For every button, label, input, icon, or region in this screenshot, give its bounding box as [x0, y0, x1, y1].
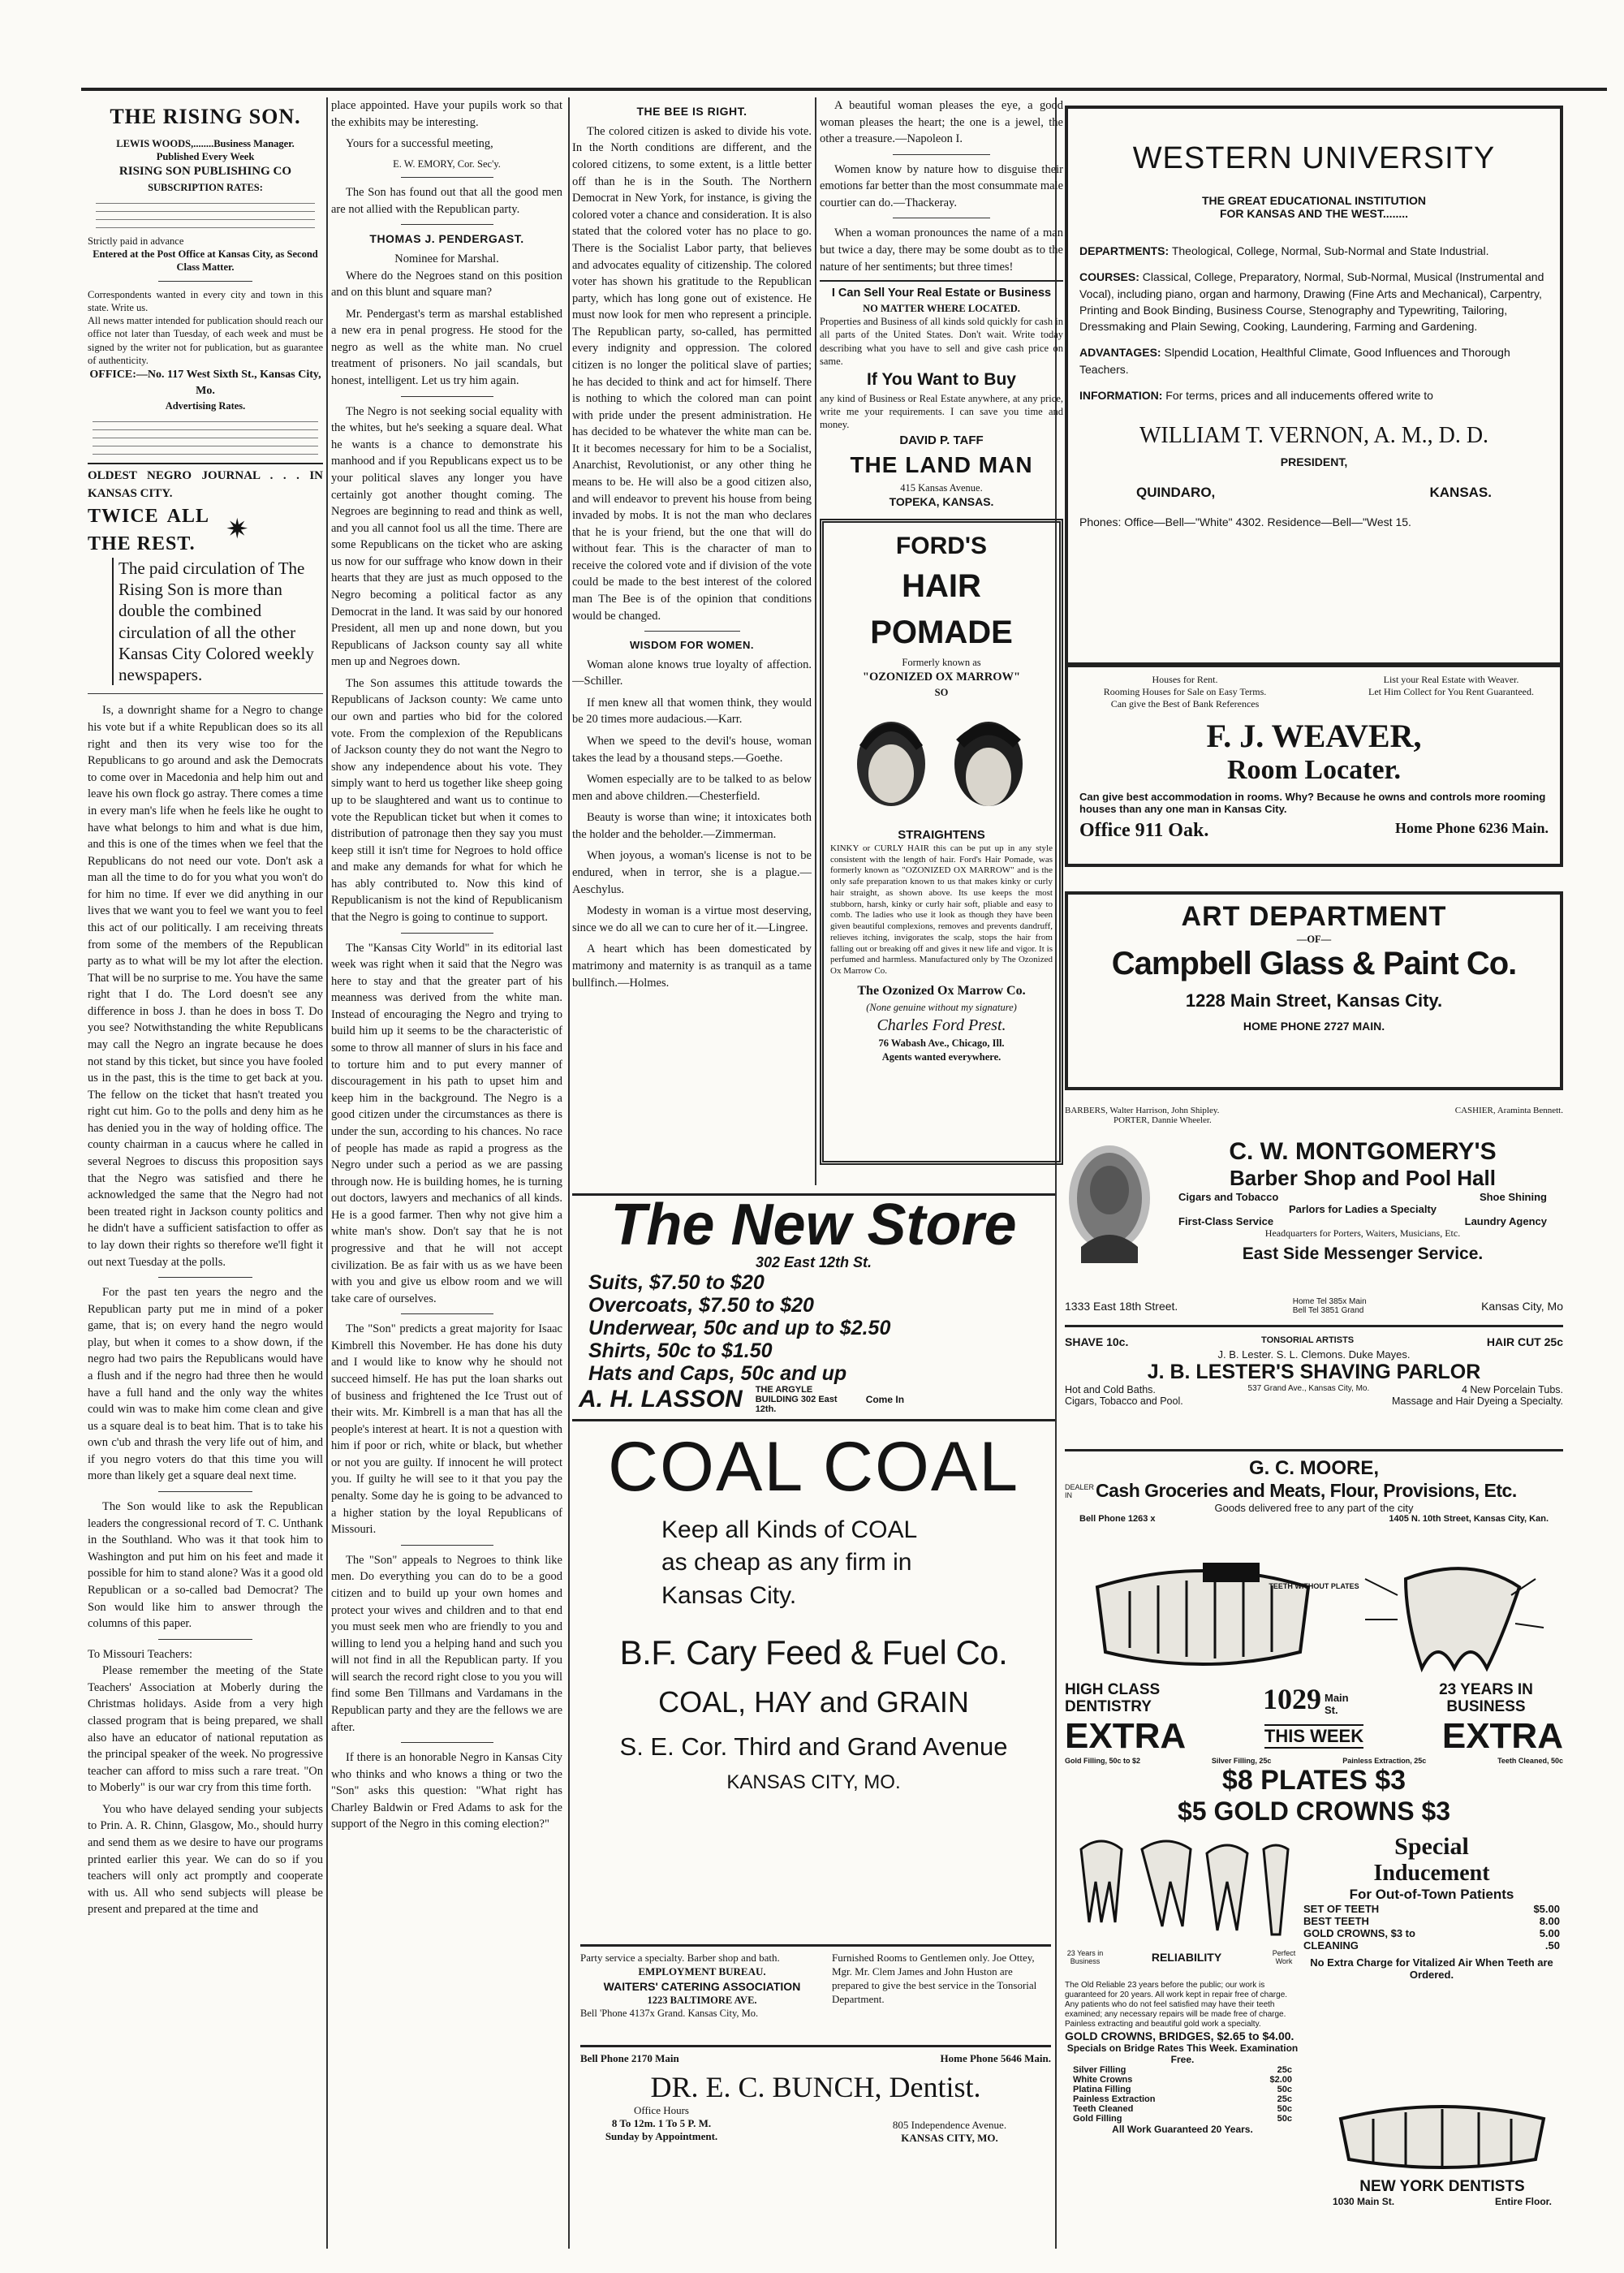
come-in: Come In: [865, 1394, 905, 1405]
moore-goods: Goods delivered free to any part of the city: [1214, 1502, 1414, 1514]
none-genuine: (None genuine without my signature): [866, 1001, 1017, 1013]
kansas: KANSAS.: [1429, 485, 1492, 501]
employment-bureau: EMPLOYMENT BUREAU.: [638, 1965, 766, 1978]
teeth-label: TEETH WITHOUT PLATES: [1269, 1582, 1359, 1590]
waiters-address: 1223 BALTIMORE AVE.: [647, 1994, 757, 2006]
oldest-journal: OLDEST NEGRO JOURNAL . . . IN KANSAS CITY.: [88, 463, 323, 502]
montgomery-parlors: Parlors for Ladies a Specialty: [1288, 1203, 1437, 1215]
montgomery-first: First-Class Service: [1178, 1215, 1274, 1227]
old-reliable-text: The Old Reliable 23 years before the public; our work is guaranteed for 20 years. All work kept in repair free of charge. Any patients who do not feel satisfied may have their teeth examined; any necessary repairs will be made free of charge. Painless extracting and beautiful gold work a specialty.: [1065, 1980, 1288, 2029]
argyle-building: THE ARGYLE BUILDING 302 East 12th.: [755, 1385, 838, 1414]
entered-notice: Entered at the Post Office at Kansas City, as Second Class Matter.: [93, 248, 318, 274]
signature: Charles Ford Prest.: [877, 1016, 1006, 1034]
years-in-business: 23 YEARS IN BUSINESS: [1439, 1681, 1533, 1716]
top-rule: [81, 88, 1607, 91]
lester-title: J. B. LESTER'S SHAVING PARLOR: [1147, 1361, 1481, 1383]
agents-wanted: Agents wanted everywhere.: [881, 1050, 1002, 1063]
wisdom-quote: Modesty in woman is a virtue most deserving, since we do all we can to cure her of it.—Lingree.: [572, 904, 812, 934]
circulation-claim: The paid circulation of The Rising Son is more than double the combined circulation of all the other Kansas City Colored weekly newspapers.: [112, 558, 323, 686]
column-rule: [326, 97, 328, 2249]
waiters-party: Party service a specialty. Barber shop and bath.: [580, 1952, 780, 1964]
col2-paragraph: place appointed. Have your pupils work so that the exhibits may be interesting.: [331, 99, 562, 129]
buy-heading: If You Want to Buy: [867, 370, 1016, 390]
wisdom-quote: Women especially are to be talked to as below men and above children.—Chesterfield.: [572, 773, 812, 803]
star-icon: ✷: [226, 514, 249, 545]
gold-filling: Gold Filling, 50c to $2: [1065, 1757, 1141, 1765]
bunch-address: 805 Independence Avenue.: [892, 2119, 1007, 2131]
column-1: [88, 97, 323, 2249]
advantages-text: Slpendid Location, Healthful Climate, Good Influences and Thorough Teachers.: [1079, 346, 1510, 376]
painless-extraction: Painless Extraction, 25c: [1342, 1757, 1427, 1765]
list-row: Gold Filling 50c: [1073, 2113, 1292, 2124]
montgomery-cigars: Cigars and Tobacco: [1178, 1191, 1279, 1203]
dentist-main: Main St.: [1325, 1692, 1349, 1716]
advantages-label: ADVANTAGES:: [1079, 346, 1161, 360]
waiters-ad: [580, 1944, 1051, 2047]
president-name: WILLIAM T. VERNON, A. M., D. D.: [1139, 423, 1489, 449]
plates-illustration: [1325, 2094, 1560, 2176]
haircut-price: HAIR CUT 25c: [1486, 1335, 1563, 1348]
art-department-ad: [1065, 891, 1563, 1090]
lasson-name: A. H. LASSON: [579, 1386, 743, 1413]
extra-right: EXTRA: [1441, 1716, 1563, 1756]
weaver-office: Office 911 Oak.: [1079, 820, 1209, 841]
wisdom-quote: When joyous, a woman's license is not to be endured, when in terror, she is a plague.—Aeschylus.: [572, 849, 812, 896]
montgomery-tel1: Home Tel 385x Main: [1292, 1297, 1367, 1306]
wisdom-quote: When we speed to the devil's house, woman takes the lead by a thousand steps.—Goethe.: [572, 734, 812, 765]
coal-title: COAL COAL: [607, 1428, 1020, 1506]
company-name: The Ozonized Ox Marrow Co.: [857, 983, 1026, 998]
separator: [401, 177, 493, 178]
art-title: ART DEPARTMENT: [1181, 901, 1447, 932]
separator: [158, 1277, 252, 1278]
col2-paragraph: The Son assumes this attitude towards the Republicans of Jackson county: We came unto our own and parties who bid for the colored vote. From the complexion of the Republicans of Jackson county they do not want the Negro to show any independence about his vote. They simply want to herd us together like sheep going up to be slaughtered and want us to continue to vote the Republican ticket but when it comes to distribution of patronage then they say you must keep still it isn't time for Negroes to hold office and make any demands for what for which he has ably contributed to. Now this kind of Republicanism is not the kind of Republicanism that the Negro is going to continue to support.: [331, 676, 562, 924]
pendergast-subheading: Nominee for Marshal.: [394, 252, 499, 266]
bunch-name: DR. E. C. BUNCH, Dentist.: [650, 2071, 981, 2103]
weaver-desc: Can give best accommodation in rooms. Why? Because he owns and controls more rooming houses than any one man in Kansas City.: [1079, 791, 1546, 815]
separator: [401, 1545, 493, 1546]
separator: [158, 1491, 252, 1492]
guarantee: All Work Guaranteed 20 Years.: [1112, 2123, 1253, 2135]
new-store-address: 302 East 12th St.: [755, 1254, 872, 1270]
col1-paragraph: The Son would like to ask the Republican leaders the congressional record of T. C. Unthank in the Southland. Who was it that took him to Washington and put him on his feet and made it possible for him to stand alone? Was it a good old Republican or a so-called bad Democrat? The Son would like him to answer through the columns of this paper.: [88, 1500, 323, 1631]
price-row: GOLD CROWNS, $3 to 5.00: [1303, 1926, 1560, 1939]
office-hours-label: Office Hours: [634, 2104, 689, 2116]
new-store-line: Underwear, 50c and up to $2.50: [588, 1317, 891, 1339]
new-store-line: Shirts, 50c to $1.50: [588, 1339, 773, 1362]
column-rule: [815, 97, 816, 1185]
teeth-illustration: [1065, 1555, 1563, 1676]
lester-address: 537 Grand Ave., Kansas City, Mo.: [1247, 1384, 1370, 1393]
separator: [401, 1742, 493, 1743]
col1-paragraph: Please remember the meeting of the State Teachers' Association at Moberly during the Christmas holidays. Aside from a very high classed program that is being prepared, we shall also have an educator of national reputation as the principal speaker of the week. No progressive teacher can afford to miss such a rare treat. "On to Moberly" is our war cry from this time forth.: [88, 1664, 323, 1795]
published-weekly: Published Every Week: [156, 151, 255, 163]
campbell-company: Campbell Glass & Paint Co.: [1111, 946, 1517, 982]
lester-tubs: 4 New Porcelain Tubs.: [1461, 1384, 1563, 1395]
new-york-dentists: NEW YORK DENTISTS: [1359, 2178, 1525, 2195]
university-title: WESTERN UNIVERSITY: [1132, 141, 1496, 175]
land-ad: [820, 280, 1063, 511]
new-store-line: Overcoats, $7.50 to $20: [588, 1294, 814, 1317]
art-of: —OF—: [1296, 934, 1332, 945]
news-notice: All news matter intended for publication should reach our office not later than Tuesday, of each week and must be signed by the writer not for publication, but as guarantee of authenticity.: [88, 315, 323, 366]
masthead-title: THE RISING SON.: [110, 105, 301, 128]
weaver-collect: Let Him Collect for You Rent Guaranteed.: [1368, 686, 1534, 697]
subscription-rate-lines: [96, 196, 315, 233]
lester-ad: [1065, 1335, 1563, 1451]
dentist-ad: [1065, 1555, 1563, 2249]
bridge-specials: Specials on Bridge Rates This Week. Examination Free.: [1066, 2042, 1299, 2065]
montgomery-ad: [1065, 1106, 1563, 1327]
list-row: Platina Filling 50c: [1073, 2084, 1292, 2094]
montgomery-shop: Barber Shop and Pool Hall: [1230, 1166, 1496, 1190]
moore-name: G. C. MOORE,: [1248, 1457, 1379, 1479]
woman-quote: When a woman pronounces the name of a man but twice a day, there may be some doubt as to the nature of her sentiments; but three times!: [820, 226, 1063, 274]
price-row: CLEANING .50: [1303, 1939, 1560, 1952]
departments-text: Theological, College, Normal, Sub-Normal and State Industrial.: [1171, 244, 1489, 257]
advertising-rates-heading: Advertising Rates.: [165, 399, 246, 412]
office-hours: 8 To 12m. 1 To 5 P. M.: [611, 2117, 712, 2129]
signoff-name: E. W. EMORY, Cor. Sec'y.: [393, 157, 501, 170]
moore-title: Cash Groceries and Meats, Flour, Provisions, Etc.: [1096, 1480, 1517, 1501]
sunday-appointment: Sunday by Appointment.: [605, 2130, 718, 2142]
lester-baths: Hot and Cold Baths.: [1065, 1384, 1156, 1395]
taff-city: TOPEKA, KANSAS.: [889, 494, 994, 508]
weaver-phone: Home Phone 6236 Main.: [1395, 820, 1549, 836]
list-row: Teeth Cleaned 50c: [1073, 2103, 1292, 2114]
correspondents-notice: Correspondents wanted in every city and town in this state. Write us.: [88, 288, 323, 313]
strict-notice: Strictly paid in advance: [88, 235, 184, 247]
weaver-rooming: Rooming Houses for Sale on Easy Terms.: [1103, 686, 1267, 697]
land-subheading: NO MATTER WHERE LOCATED.: [863, 302, 1020, 314]
waiters-rooms: Furnished Rooms to Gentlemen only. Joe Ottey, Mgr. Mr. Clem James and John Huston are prepared to give the best service in the Tonsorial Department.: [832, 1952, 1037, 2005]
courses-text: Classical, College, Preparatory, Normal, Sub-Normal, Musical (Instrumental and Vocal), including piano, organ and harmony, Drawing (Fine Arts and Mechanical), Carpentry, Printing and Book Binding, Business Course, Stenography and Typewriting, Tailoring, Dressmaking and Plain Sewing, Cooking, Laundering, Farming and Gardening.: [1079, 270, 1544, 334]
price-row: BEST TEETH 8.00: [1303, 1914, 1560, 1927]
waiters-phone: Bell 'Phone 4137x Grand. Kansas City, Mo.: [580, 2008, 759, 2020]
separator: [893, 154, 990, 155]
teachers-heading: To Missouri Teachers:: [88, 1647, 192, 1661]
quindaro: QUINDARO,: [1136, 485, 1216, 501]
courses-label: COURSES:: [1079, 270, 1139, 284]
land-text: Properties and Business of all kinds sold quickly for cash in all parts of the United States. Don't wait. Write today describing what you have to sell and give cash price on same.: [820, 316, 1063, 367]
col1-paragraph: Is, a downright shame for a Negro to change his vote but if a white Republican does so its all right and then its very wise too for the Republicans to go around and ask the Democrats to come over in Macedonia and help him out and leave his own flock go astray. There comes a time in every man's life when he feels like he ought to have what belongs to him and what is due him, and this is one of the times when we feel that the Republicans do not need our vote. Don't ask a man all the time to do for you what you won't do for him no time. If ever we did anything in our lives that we want you to feel we want you to feel this act of our politically. I am receiving threats from some of the members of the Republican party as to what will be my lot after the election. That will be no surprise to me. You have the same right that I do. The Lord doesn't see any difference in boss J. than he does in boss T. Do you see? Notwithstanding the white Republicans may call the Negro an ingrate because he does not stand by this ticket, but since you have fooled us in the past, this is the time to get back at you. The fellow on the ticket that hasn't treated you right cut him. Go to the polls and deny him as he has denied you in the way of holding office. The county chairman in a caucus where he called in several Negroes to discuss this proposition says that the Negro was satisfied and there he acknowledged the same that the Negro had not been treated right in Jackson county politics and he didn't have a sufficient satisfaction to offer as to lay down their rights so therefore we'll fight it out next Tuesday at the polls.: [88, 704, 323, 1269]
art-address: 1228 Main Street, Kansas City.: [1185, 990, 1443, 1011]
col2-paragraph: The "Son" appeals to Negroes to think like men. Do everything you can do to be a good citizen and to build up your own homes and protect your wives and children and to that end you must seek men who are friendly to you and willing to lend you a helping hand and such you will not find in all the Republican party. If you will search the record right close to you you will find some Ben Tillmans and Vardamans in the Republican party and they are the fellows we are after.: [331, 1553, 562, 1734]
land-heading: I Can Sell Your Real Estate or Business: [831, 287, 1052, 300]
bunch-bell-phone: Bell Phone 2170 Main: [580, 2052, 679, 2064]
crowns-price: $5 GOLD CROWNS $3: [1177, 1796, 1451, 1827]
wisdom-heading: WISDOM FOR WOMEN.: [630, 639, 754, 652]
weaver-ad: [1065, 664, 1563, 867]
col1-paragraph: You who have delayed sending your subjects to Prin. A. R. Chinn, Glasgow, Mo., should hurry and send them as we desire to have our programs printed earlier this year. We can do so if you teachers will only act promptly and cooperate with us. All who send subjects will please be present and prepared at the time and: [88, 1802, 323, 1917]
wisdom-quote: Beauty is worse than wine; it intoxicates both the holder and the beholder.—Zimmerman.: [572, 811, 812, 841]
president-title: PRESIDENT,: [1280, 455, 1348, 469]
inducement-heading: Inducement: [1373, 1860, 1490, 1886]
departments-label: DEPARTMENTS:: [1079, 244, 1170, 257]
new-store-title: The New Store: [610, 1193, 1017, 1257]
pomade-text: KINKY or CURLY HAIR this can be put up in any style consistent with the length of hair. Ford's Hair Pomade, was formerly known as "OZONIZED OX MARROW" and is the only safe preparation known to us that makes kinky or curly hair straight, as shown above. Its use keeps the most stubborn, harsh, kinky or curly hair soft, pliable and easy to comb. The ladies who use it look as though they have been given beautiful complexions, removes and prevents dandruff, relieves itching, invigorates the scalp, stops the hair from falling out or breaking off and gives it new life and vigor. It is perfumed and harmless. Manufactured only by The Ozonized Ox Marrow Co.: [830, 843, 1053, 977]
tonsorial-artists: TONSORIAL ARTISTS: [1261, 1335, 1355, 1345]
waiters-name: WAITERS' CATERING ASSOCIATION: [603, 1979, 801, 1993]
advertising-rate-lines: [93, 414, 318, 461]
signoff: Yours for a successful meeting,: [346, 137, 493, 151]
montgomery-hq: Headquarters for Porters, Waiters, Musicians, Etc.: [1264, 1227, 1461, 1239]
col2-paragraph: The "Son" predicts a great majority for Isaac Kimbrell this November. He has done his duty and I would like to know why he should not succeed himself. He has put the loan sharks out of business and frightened the Ice Trust out of their wits. Mr. Kimbrell is a man that has all the people's interest at heart. It is not a question with him if poor or rich, white or black, but whether or not you are guilty. If innocent he will protect you. If guilty he will see to it that you pay the penalty. Some day he is going to be advanced to a higher station by the loyal Republicans of Missouri.: [331, 1322, 562, 1537]
wisdom-quote: Woman alone knows true loyalty of affection.—Schiller.: [572, 658, 812, 688]
new-store-line: Hats and Caps, 50c and up: [588, 1362, 847, 1385]
column-rule: [568, 97, 570, 2249]
pomade-ad: [820, 519, 1063, 1165]
column-4: [820, 97, 1063, 1185]
list-row: White Crowns $2.00: [1073, 2074, 1292, 2085]
university-sub2: FOR KANSAS AND THE WEST........: [1219, 207, 1409, 220]
information-label: INFORMATION:: [1079, 389, 1163, 403]
coal-city: KANSAS CITY, MO.: [726, 1771, 901, 1794]
hair-portraits-illustration: [830, 699, 1049, 821]
plates-price: $8 PLATES $3: [1221, 1765, 1406, 1796]
col3-paragraph: The colored citizen is asked to divide his vote. In the North conditions are different, and the colored citizens, to some extent, is a little better off than he is in the South. The Northern Democrat in New York, for instance, is giving the colored voter a chance and consideration. It is also stated that the colored voter has no place to go. There is the Socialist Labor party, that believes and advocates equality of citizenship. The colored voter has shown his gratitude to the Republican party, which has long gone out of existence. He must now look for men who represent a principle. The Republican party, so-called, has permitted every indignity and oppression. The colored citizen is no longer the political slave of parties; he has decided to think and act for himself. There is nothing to which the colored man can point with pride under the present administration. He has decided to be whatever the white man can be. It it becomes necessary for him to be a Socialist, Anarchist, Revolutionist, or any other thing he means to be. He will also be a good citizen also, and will endeavor to prevent his house from being invaded by mobs. It is not the man who declares that he is your friend, but the one that will do without fear. This is the character of man to receive the colored vote and if division of the vote could be made to the best interest of the colored man The Bee is of the opinion that conditions would be changed.: [572, 124, 812, 623]
taff-name: DAVID P. TAFF: [899, 433, 984, 447]
montgomery-shine: Shoe Shining: [1479, 1191, 1547, 1203]
special-heading: Special: [1394, 1832, 1469, 1860]
weaver-houses: Houses for Rent.: [1152, 674, 1218, 685]
coal-ad: [572, 1429, 1055, 1932]
wisdom-quote: A heart which has been domesticated by matrimony and maternity is as tranquil as a tame bullfinch.—Holmes.: [572, 942, 812, 990]
montgomery-name: C. W. MONTGOMERY'S: [1229, 1138, 1497, 1165]
moore-ad: [1065, 1457, 1563, 1551]
montgomery-address: 1333 East 18th Street.: [1065, 1300, 1178, 1313]
moore-dealer: DEALER IN: [1065, 1482, 1095, 1499]
col2-paragraph: The Son has found out that all the good men are not allied with the Republican party.: [331, 185, 562, 216]
price-row: SET OF TEETH $5.00: [1303, 1902, 1560, 1915]
so-label: SO: [934, 686, 949, 698]
lester-cigars: Cigars, Tobacco and Pool.: [1065, 1395, 1183, 1407]
wisdom-quote: If men knew all that women think, they would be 20 times more audacious.—Karr.: [572, 696, 812, 727]
col1-paragraph: For the past ten years the negro and the Republican party put me in mind of a poker game, that is; on every hand the negro would play, but when it comes to a show down, if the negro had two pairs the Republicans would have a flush and if the negro had three then he would have a full hand and the only way the whites could win was to make him come clean and give us a square deal is to beat him. That is to take his own c'ub and thrash the very life out of him, and if you negro voters do that this time you will more than likely get a square deal next time.: [88, 1286, 323, 1483]
straightens-label: STRAIGHTENS: [898, 827, 985, 842]
weaver-name: F. J. WEAVER,: [1206, 718, 1422, 754]
western-university-ad: [1065, 106, 1563, 666]
new-store-ad: [572, 1193, 1055, 1421]
tooth-roots-illustration: [1065, 1833, 1300, 1947]
montgomery-laundry: Laundry Agency: [1464, 1215, 1547, 1227]
bunch-ad: [580, 2052, 1051, 2166]
rel-left: 23 Years in Business: [1066, 1948, 1104, 1965]
separator: [401, 224, 493, 225]
reliability: RELIABILITY: [1151, 1950, 1222, 1964]
silver-filling: Silver Filling, 25c: [1211, 1757, 1272, 1765]
business-manager: LEWIS WOODS,........Business Manager.: [116, 137, 295, 149]
formerly-label: Formerly known as: [902, 656, 981, 668]
portrait-photo: [1065, 1141, 1154, 1279]
new-store-line: Suits, $7.50 to $20: [588, 1271, 765, 1294]
cary-company: B.F. Cary Feed & Fuel Co.: [619, 1633, 1008, 1672]
montgomery-city: Kansas City, Mo: [1481, 1300, 1563, 1313]
office-address: OFFICE:—No. 117 West Sixth St., Kansas City, Mo.: [89, 369, 321, 398]
crowns-bridges: GOLD CROWNS, BRIDGES, $2.65 to $4.00.: [1065, 2029, 1294, 2042]
coal-address: S. E. Cor. Third and Grand Avenue: [619, 1732, 1008, 1762]
bunch-city: KANSAS CITY, MO.: [901, 2132, 998, 2144]
col2-paragraph: If there is an honorable Negro in Kansas City who thinks and who knows a thing or two the "Son" asks this question: "What right has Charley Baldwin or Fred Adams to ask for the support of the Negro in this coming election?": [331, 1751, 562, 1831]
bunch-home-phone: Home Phone 5646 Main.: [940, 2052, 1051, 2064]
no-extra-charge: No Extra Charge for Vitalized Air When Teeth are Ordered.: [1310, 1956, 1553, 1981]
dentist-number: 1029: [1263, 1683, 1321, 1715]
col2-paragraph: Where do the Negroes stand on this position and on this blunt and square man?: [331, 269, 562, 300]
taff-address: 415 Kansas Avenue.: [900, 481, 983, 494]
high-class-dentistry: HIGH CLASS DENTISTRY: [1065, 1681, 1161, 1716]
separator: [88, 693, 323, 694]
twice-all-the-rest: TWICE ALL THE REST.: [88, 505, 209, 554]
montgomery-barbers: BARBERS, Walter Harrison, John Shipley.: [1065, 1106, 1220, 1115]
coal-line: as cheap as any firm in: [661, 1549, 912, 1576]
coal-products: COAL, HAY and GRAIN: [658, 1685, 969, 1719]
teeth-cleaned: Teeth Cleaned, 50c: [1497, 1757, 1563, 1765]
art-phone: HOME PHONE 2727 MAIN.: [1243, 1020, 1385, 1033]
entire-floor: Entire Floor.: [1494, 2196, 1552, 2207]
bee-heading: THE BEE IS RIGHT.: [636, 105, 747, 118]
montgomery-tel2: Bell Tel 3851 Grand: [1292, 1306, 1364, 1315]
publisher: RISING SON PUBLISHING CO: [118, 165, 292, 179]
subscription-rates-heading: SUBSCRIPTION RATES:: [148, 181, 263, 193]
woman-quote: A beautiful woman pleases the eye, a good woman pleases the heart; the one is a jewel, the other a treasure.—Napoleon I.: [820, 99, 1063, 146]
fords-label: FORD'S: [895, 532, 988, 559]
montgomery-cashier: CASHIER, Araminta Bennett.: [1454, 1106, 1563, 1115]
information-text: For terms, prices and all inducements offered write to: [1165, 389, 1433, 403]
perfect-work: Perfect Work: [1272, 1948, 1296, 1965]
separator: [401, 933, 493, 934]
col2-paragraph: Mr. Pendergast's term as marshal established a new era in penal progress. He stood for the negro as well as the white man. No cruel treatment of prisoners. No jail scandals, but honest, intelligent. Let us try him again.: [331, 307, 562, 388]
for-out-of-town: For Out-of-Town Patients: [1349, 1886, 1514, 1902]
ny-address: 1030 Main St.: [1333, 2196, 1395, 2207]
weaver-title: Room Locater.: [1226, 755, 1402, 785]
extra-left: EXTRA: [1065, 1716, 1187, 1756]
messenger-service: East Side Messenger Service.: [1242, 1244, 1484, 1263]
weaver-references: Can give the Best of Bank References: [1110, 698, 1260, 710]
column-2: [331, 97, 562, 2249]
woman-quote: Women know by nature how to disguise their emotions far better than the most consummate male courtier can do.—Thackeray.: [820, 162, 1063, 209]
separator: [158, 1639, 252, 1640]
separator: [401, 1313, 493, 1314]
separator: [158, 281, 252, 282]
list-row: Silver Filling 25c: [1073, 2064, 1292, 2075]
this-week: THIS WEEK: [1264, 1724, 1363, 1749]
lester-names: J. B. Lester. S. L. Clemons. Duke Mayes.: [1217, 1348, 1411, 1361]
column-3: [572, 97, 812, 1185]
separator: [644, 631, 740, 632]
university-sub1: THE GREAT EDUCATIONAL INSTITUTION: [1201, 194, 1427, 207]
col2-paragraph: The "Kansas City World" in its editorial last week was right when it said that the Negro was here to stay and that the greater part of his meanness was derived from the white man. Instead of encouraging the Negro and trying to build him up it seems to be the characteristic of some to throw all manner of slurs in his face and to torture him and to put every manner of discouragement in his path to upset him and keep him in the background. The Negro is a good citizen under the circumstances as there is under the sun, according to his chances. No race of people has made as rapid a progress as the Negro under such a period as we are passing through now. He is building homes, he is turning out doctors, lawyers and mechanics of all kinds. He is a good farmer. Then why not give him a white man's show. Don't say that he is not progressive and that he will not accept civilization. Be as fair with us as we have been with you and give us elbow room and we will take care of ourselves.: [331, 941, 562, 1305]
buy-text: any kind of Business or Real Estate anywhere, at any price, write me your requirements. I can save you time and money.: [820, 392, 1063, 431]
university-phones: Phones: Office—Bell—"White" 4302. Residence—Bell—"West 15.: [1079, 515, 1411, 529]
moore-address: 1405 N. 10th Street, Kansas City, Kan.: [1389, 1514, 1549, 1524]
montgomery-porter: PORTER, Dannie Wheeler.: [1114, 1115, 1212, 1125]
moore-phone: Bell Phone 1263 x: [1079, 1514, 1156, 1524]
pomade-title: HAIR POMADE: [870, 568, 1013, 651]
ozonized-label: "OZONIZED OX MARROW": [862, 671, 1021, 684]
shave-price: SHAVE 10c.: [1065, 1335, 1129, 1348]
coal-line: Keep all Kinds of COAL: [661, 1516, 918, 1543]
list-row: Painless Extraction 25c: [1073, 2094, 1292, 2104]
weaver-list: List your Real Estate with Weaver.: [1383, 674, 1519, 685]
coal-line: Kansas City.: [661, 1581, 797, 1609]
separator: [401, 396, 493, 397]
col2-paragraph: The Negro is not seeking social equality with the whites, but he's seeking a square deal. What he wants is a chance to demonstrate his manhood and if you Republicans expect us to be your political slaves any longer you have certainly got another thought coming. The Negroes are beginning to read and think as well, and you all cannot fool us all the time. There are some Republicans on the ticket who are asking us now for our suffrage who know down in their hearts that they are just as much opposed to the Negro becoming a political factor as any Democrat in the land. It was said by our honored President, all men up and none down, but you Republicans of Jackson county say all white men up and Negroes down.: [331, 404, 562, 669]
lester-massage: Massage and Hair Dyeing a Specialty.: [1392, 1395, 1563, 1407]
wabash-address: 76 Wabash Ave., Chicago, Ill.: [878, 1037, 1005, 1050]
land-man: THE LAND MAN: [850, 451, 1033, 477]
pendergast-heading: THOMAS J. PENDERGAST.: [369, 232, 524, 246]
